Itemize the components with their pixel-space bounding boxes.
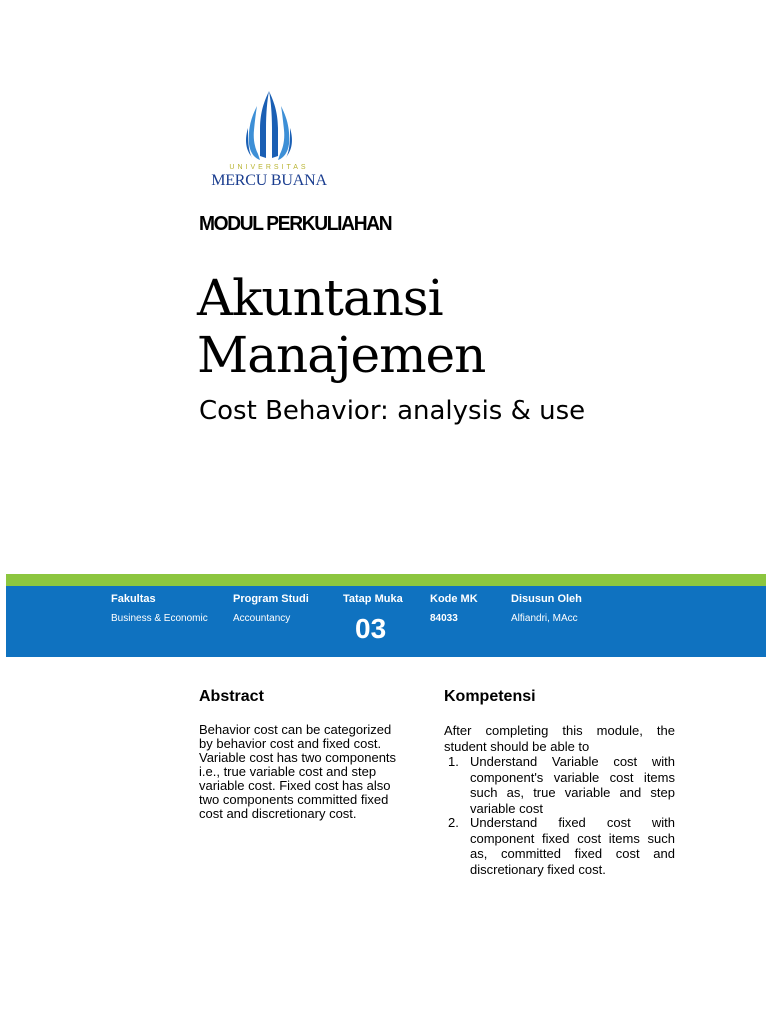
abstract-text [199,723,417,821]
course-title-line1: Akuntansi [197,269,443,327]
list-number: 2. [448,815,459,830]
logo-name: MERCU BUANA [211,172,327,189]
info-value: Accountancy [233,613,291,624]
university-emblem-icon [200,88,338,168]
info-value: Business & Economic [111,613,208,624]
info-header: Disusun Oleh [511,593,582,605]
list-text: Understand fixed cost with component fixed cost items such as, committed fixed cost and discretionary fixed cost. [470,815,675,877]
abstract-line: cost and discretionary cost. [199,806,357,821]
course-title-line2: Manajemen [197,326,486,384]
module-label: MODUL PERKULIAHAN [199,213,392,235]
logo-subtext: UNIVERSITAS [229,164,309,171]
kompetensi-intro: After completing this module, the student should be able to [444,723,675,754]
kompetensi-heading: Kompetensi [444,688,536,705]
info-header: Fakultas [111,593,156,605]
info-value: Alfiandri, MAcc [511,613,578,624]
abstract-line: variable cost. Fixed cost has also [199,778,391,793]
abstract-line: i.e., true variable cost and step [199,764,377,779]
abstract-line: Variable cost has two components [199,750,397,765]
info-session-number: 03 [355,613,387,644]
abstract-line: Behavior cost can be categorized [199,722,392,737]
abstract-line: by behavior cost and fixed cost. [199,736,382,751]
info-bar [6,586,766,657]
info-header: Program Studi [233,593,309,605]
info-header: Tatap Muka [343,593,403,605]
list-number: 1. [448,754,459,769]
green-accent-bar [6,574,766,586]
list-text: Understand Variable cost with component's variable cost items such as, true variable and step variable cost [470,754,675,816]
module-subtitle: Cost Behavior: analysis & use [199,396,586,426]
abstract-heading: Abstract [199,688,264,705]
course-title [197,270,485,384]
info-value: 84033 [430,613,458,624]
info-header: Kode MK [430,593,478,605]
university-logo [200,88,338,192]
abstract-line: two components committed fixed [199,792,389,807]
